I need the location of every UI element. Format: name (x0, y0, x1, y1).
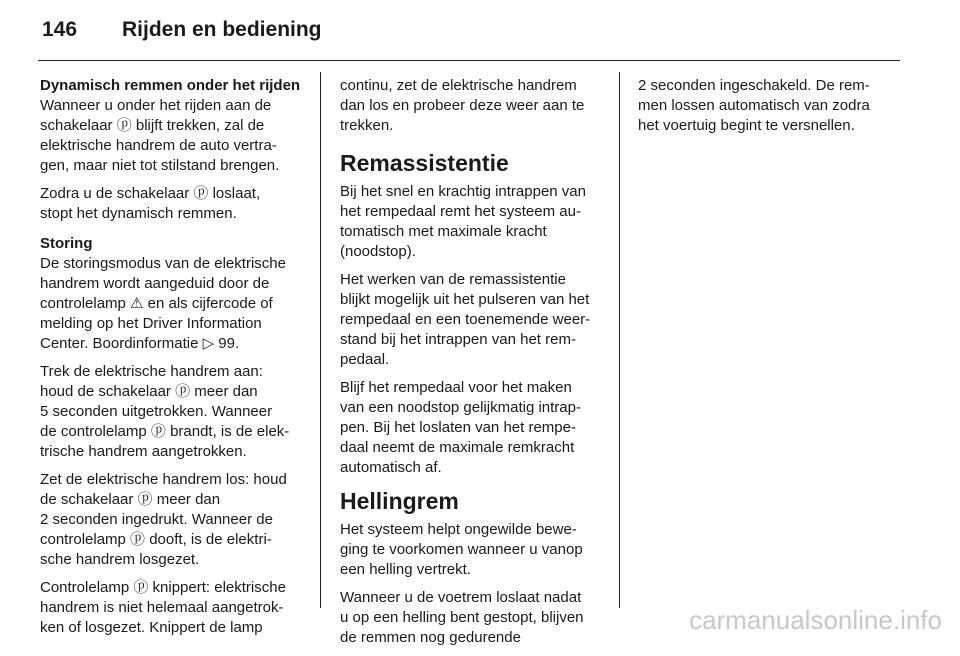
text-line: controlelamp ⓟ dooft, is de elektri- (40, 531, 272, 548)
text-line: tomatisch met maximale kracht (340, 223, 547, 240)
text-line: ging te voorkomen wanneer u vanop (340, 541, 583, 558)
paragraph (40, 470, 306, 570)
text-line: Zodra u de schakelaar ⓟ loslaat, (40, 185, 261, 202)
text-line: daal neemt de maximale remkracht (340, 439, 575, 456)
column-2 (340, 76, 602, 656)
text-line: Het systeem helpt ongewilde bewe- (340, 521, 577, 538)
subheading-dynamic-braking: Dynamisch remmen onder het rijden (40, 77, 301, 94)
paragraph (638, 76, 900, 136)
text-line: 2 seconden ingeschakeld. De rem- (638, 77, 870, 94)
text-line: van een noodstop gelijkmatig intrap- (340, 399, 581, 416)
text-line: Blijf het rempedaal voor het maken (340, 379, 572, 396)
text-line: de remmen nog gedurende (340, 629, 521, 646)
text-line: Zet de elektrische handrem los: houd (40, 471, 287, 488)
text-line: trekken. (340, 117, 394, 134)
text-line: Controlelamp ⓟ knippert: elektrische (40, 579, 286, 596)
text-line: (noodstop). (340, 243, 416, 260)
column-divider (619, 72, 620, 608)
text-line: de schakelaar ⓟ meer dan (40, 491, 221, 508)
text-line: gen, maar niet tot stilstand brengen. (40, 157, 280, 174)
paragraph (40, 254, 306, 354)
text-line: continu, zet de elektrische handrem (340, 77, 577, 94)
text-line: stand bij het intrappen van het rem- (340, 331, 576, 348)
text-line: het voertuig begint te versnellen. (638, 117, 855, 134)
text-line: Wanneer u de voetrem loslaat nadat (340, 589, 582, 606)
text-line: Trek de elektrische handrem aan: (40, 363, 263, 380)
text-line: ken of losgezet. Knippert de lamp (40, 619, 263, 636)
text-line: Het werken van de remassistentie (340, 271, 566, 288)
paragraph (340, 520, 602, 580)
paragraph (40, 362, 306, 462)
text-line: Wanneer u onder het rijden aan de (40, 97, 272, 114)
paragraph (340, 378, 602, 478)
text-line: handrem is niet helemaal aangetrok- (40, 599, 284, 616)
paragraph (340, 588, 602, 648)
text-line: controlelamp ⚠ en als cijfercode of (40, 295, 273, 312)
column-3 (638, 76, 900, 144)
text-line: rempedaal en een toenemende weer- (340, 311, 591, 328)
text-line: elektrische handrem de auto vertra- (40, 137, 277, 154)
text-line: pedaal. (340, 351, 390, 368)
text-line: Bij het snel en krachtig intrappen van (340, 183, 586, 200)
paragraph (40, 184, 306, 224)
paragraph (340, 76, 602, 136)
text-line: 5 seconden uitgetrokken. Wanneer (40, 403, 273, 420)
text-line: handrem wordt aangeduid door de (40, 275, 270, 292)
text-line: automatisch af. (340, 459, 442, 476)
text-line: het rempedaal remt het systeem au- (340, 203, 581, 220)
watermark: carmanualsonline.info (689, 605, 942, 635)
text-line: De storingsmodus van de elektrische (40, 255, 286, 272)
text-line: sche handrem losgezet. (40, 551, 200, 568)
section-heading-remassistentie: Remassistentie (340, 150, 509, 176)
paragraph (40, 96, 306, 176)
text-line: schakelaar ⓟ blijft trekken, zal de (40, 117, 265, 134)
column-1 (40, 76, 306, 646)
paragraph (340, 270, 602, 370)
text-line: een helling vertrekt. (340, 561, 471, 578)
page-number: 146 (42, 18, 78, 41)
text-line: trische handrem aangetrokken. (40, 443, 247, 460)
text-line: blijkt mogelijk uit het pulseren van het (340, 291, 590, 308)
text-line: houd de schakelaar ⓟ meer dan (40, 383, 258, 400)
header-divider (38, 60, 900, 61)
text-line: Center. Boordinformatie ▷ 99. (40, 335, 240, 352)
page-header (42, 18, 322, 48)
text-line: dan los en probeer deze weer aan te (340, 97, 585, 114)
paragraph (340, 182, 602, 262)
text-line: 2 seconden ingedrukt. Wanneer de (40, 511, 273, 528)
section-heading-hellingrem: Hellingrem (340, 488, 459, 514)
text-line: de controlelamp ⓟ brandt, is de elek- (40, 423, 290, 440)
subheading-storing: Storing (40, 235, 93, 252)
text-line: u op een helling bent gestopt, blijven (340, 609, 584, 626)
page-title: Rijden en bediening (122, 18, 322, 41)
column-divider (320, 72, 321, 608)
paragraph (40, 578, 306, 638)
text-line: stopt het dynamisch remmen. (40, 205, 237, 222)
text-line: pen. Bij het loslaten van het rempe- (340, 419, 576, 436)
text-line: men lossen automatisch van zodra (638, 97, 870, 114)
text-line: melding op het Driver Information (40, 315, 262, 332)
